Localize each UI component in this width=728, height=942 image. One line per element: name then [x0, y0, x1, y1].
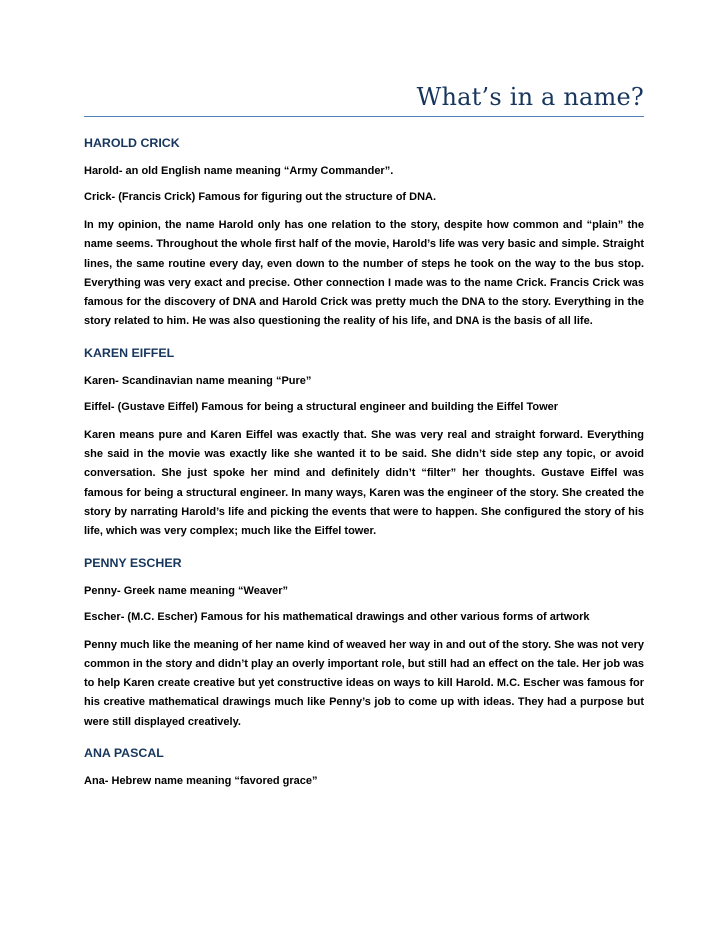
section-harold-crick [84, 135, 644, 332]
name-meaning-line: Karen- Scandinavian name meaning “Pure” [84, 374, 312, 387]
document-title: What’s in a name? [416, 83, 644, 111]
title-block [84, 82, 644, 117]
body-paragraph: Penny much like the meaning of her name kind of weaved her way in and out of the story. She was not very common in the story and didn’t play an overly important role, but still had an effect on the tale. Her job was to help Karen create creative but yet constructive ideas on ways to kill Harold. M.C. Escher was famous for his creative mathematical drawings much like Penny’s job to come up with ideas. They had a purpose but were still displayed creatively. [84, 638, 644, 728]
name-meaning-line: Penny- Greek name meaning “Weaver” [84, 584, 288, 597]
section-heading: HAROLD CRICK [84, 136, 180, 150]
name-meaning-line: Escher- (M.C. Escher) Famous for his mathematical drawings and other various forms of artwork [84, 610, 590, 623]
body-paragraph: Karen means pure and Karen Eiffel was exactly that. She was very real and straight forward. Everything she said in the movie was exactly like she wanted it to be said. She didn’t side step any topic, or avoid conversation. She just spoke her mind and definitely didn’t “filter” her thoughts. Gustave Eiffel was famous for being a structural engineer. In many ways, Karen was the engineer of the story. She created the story by narrating Harold’s life and picking the events that were to happen. She configured the story of his life, which was very complex; much like the Eiffel tower. [84, 428, 644, 538]
section-penny-escher [84, 555, 644, 732]
section-heading: ANA PASCAL [84, 746, 164, 761]
body-paragraph: In my opinion, the name Harold only has one relation to the story, despite how common and “plain” the name seems. Throughout the whole first half of the movie, Harold’s life was very basic and simple. Straight lines, the same routine every day, even down to the number of steps he took on the way to the bus stop. Everything was very exact and precise. Other connection I made was to the name Crick. Francis Crick was famous for the discovery of DNA and Harold Crick was pretty much the DNA to the story. Everything in the story related to him. He was also questioning the reality of his life, and DNA is the basis of all life. [84, 219, 644, 328]
section-ana-pascal [84, 745, 644, 788]
document-page [84, 82, 644, 800]
name-meaning-line: Ana- Hebrew name meaning “favored grace” [84, 775, 318, 788]
section-heading: KAREN EIFFEL [84, 345, 175, 360]
name-meaning-line: Harold- an old English name meaning “Army Commander”. [84, 165, 394, 177]
name-meaning-line: Eiffel- (Gustave Eiffel) Famous for being a structural engineer and building the Eiffel Tower [84, 400, 559, 413]
name-meaning-line: Crick- (Francis Crick) Famous for figuring out the structure of DNA. [84, 191, 437, 203]
section-karen-eiffel [84, 345, 644, 542]
section-heading: PENNY ESCHER [84, 555, 182, 570]
